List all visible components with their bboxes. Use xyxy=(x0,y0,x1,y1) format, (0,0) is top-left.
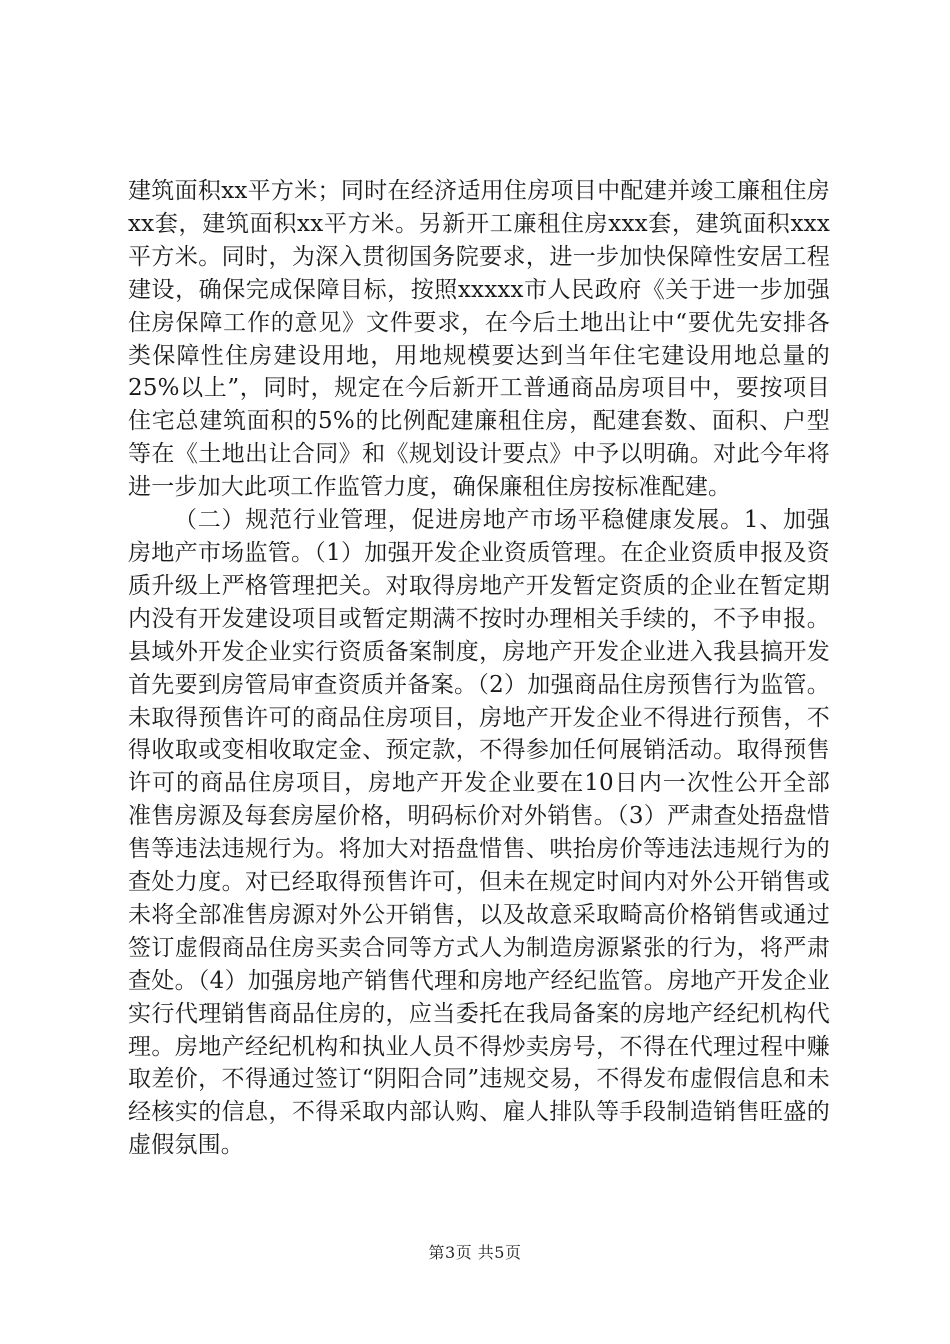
document-body xyxy=(128,175,830,1162)
page-footer xyxy=(0,1240,950,1263)
paragraph-continued: 建筑面积xx平方米；同时在经济适用住房项目中配建并竣工廉租住房xx套，建筑面积xx平方米。另新开工廉租住房xxx套，建筑面积xxx平方米。同时，为深入贯彻国务院要求，进一步加快保障性安居工程建设，确保完成保障目标，按照xxxxx市人民政府《关于进一步加强住房保障工作的意见》文件要求，在今后土地出让中“要优先安排各类保障性住房建设用地，用地规模要达到当年住宅建设用地总量的25%以上”，同时，规定在今后新开工普通商品房项目中，要按项目住宅总建筑面积的5%的比例配建廉租住房，配建套数、面积、户型等在《土地出让合同》和《规划设计要点》中予以明确。对此今年将进一步加大此项工作监管力度，确保廉租住房按标准配建。 xyxy=(128,178,830,501)
paragraph-section-2: （二）规范行业管理，促进房地产市场平稳健康发展。1、加强房地产市场监管。（1）加强开发企业资质管理。在企业资质申报及资质升级上严格管理把关。对取得房地产开发暂定资质的企业在暂定期内没有开发建设项目或暂定期满不按时办理相关手续的，不予申报。县域外开发企业实行资质备案制度，房地产开发企业进入我县搞开发首先要到房管局审查资质并备案。（2）加强商品住房预售行为监管。未取得预售许可的商品住房项目，房地产开发企业不得进行预售，不得收取或变相收取定金、预定款，不得参加任何展销活动。取得预售许可的商品住房项目，房地产开发企业要在10日内一次性公开全部准售房源及每套房屋价格，明码标价对外销售。（3）严肃查处捂盘惜售等违法违规行为。将加大对捂盘惜售、哄抬房价等违法违规行为的查处力度。对已经取得预售许可，但未在规定时间内对外公开销售或未将全部准售房源对外公开销售，以及故意采取畸高价格销售或通过签订虚假商品住房买卖合同等方式人为制造房源紧张的行为，将严肃查处。（4）加强房地产销售代理和房地产经纪监管。房地产开发企业实行代理销售商品住房的，应当委托在我局备案的房地产经纪机构代理。房地产经纪机构和执业人员不得炒卖房号，不得在代理过程中赚取差价，不得通过签订“阴阳合同”违规交易，不得发布虚假信息和未经核实的信息，不得采取内部认购、雇人排队等手段制造销售旺盛的虚假氛围。 xyxy=(128,507,830,1159)
page-number: 第3页 共5页 xyxy=(428,1243,522,1262)
